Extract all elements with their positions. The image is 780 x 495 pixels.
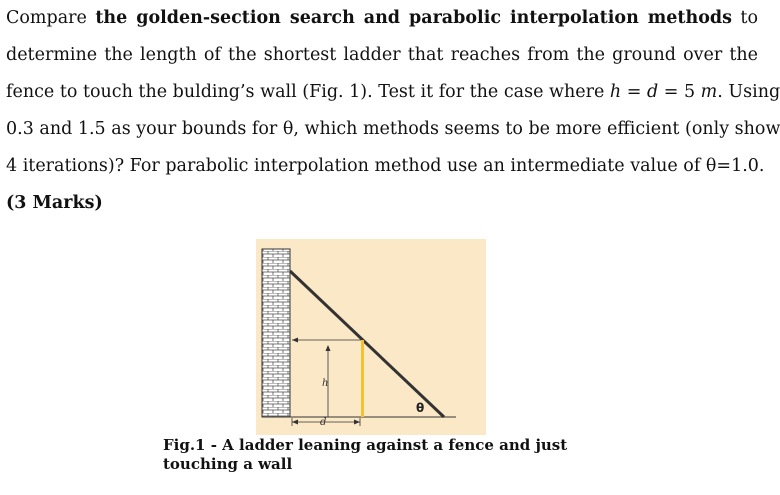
ladder (290, 271, 444, 417)
arrowhead (326, 345, 331, 351)
arrowhead (354, 420, 360, 425)
arrowhead (292, 338, 298, 343)
question-line-5: 4 iterations)? For parabolic interpolation method use an intermediate value of θ=1.0. (6, 156, 765, 176)
brick-wall (262, 249, 290, 417)
question-line-1: Compare the golden-section search and parabolic interpolation methods to (6, 8, 758, 28)
figure-caption: Fig.1 - A ladder leaning against a fence and just touching a wall (163, 436, 568, 473)
question-text (6, 0, 780, 222)
question-line-2: determine the length of the shortest ladder that reaches from the ground over the (6, 45, 758, 65)
ladder-figure (256, 239, 486, 435)
question-line-3: fence to touch the bulding’s wall (Fig. 1). Test it for the case where h = d = 5 m. Using (6, 82, 780, 102)
marks-label: (3 Marks) (6, 193, 103, 213)
fence (361, 340, 364, 417)
question-line-4: 0.3 and 1.5 as your bounds for θ, which methods seems to be more efficient (only show (6, 119, 780, 139)
d-label: d (320, 417, 327, 428)
h-label: h (322, 378, 329, 389)
theta-label: θ (416, 401, 425, 415)
ladder-diagram (256, 239, 486, 435)
arrowhead (292, 420, 298, 425)
